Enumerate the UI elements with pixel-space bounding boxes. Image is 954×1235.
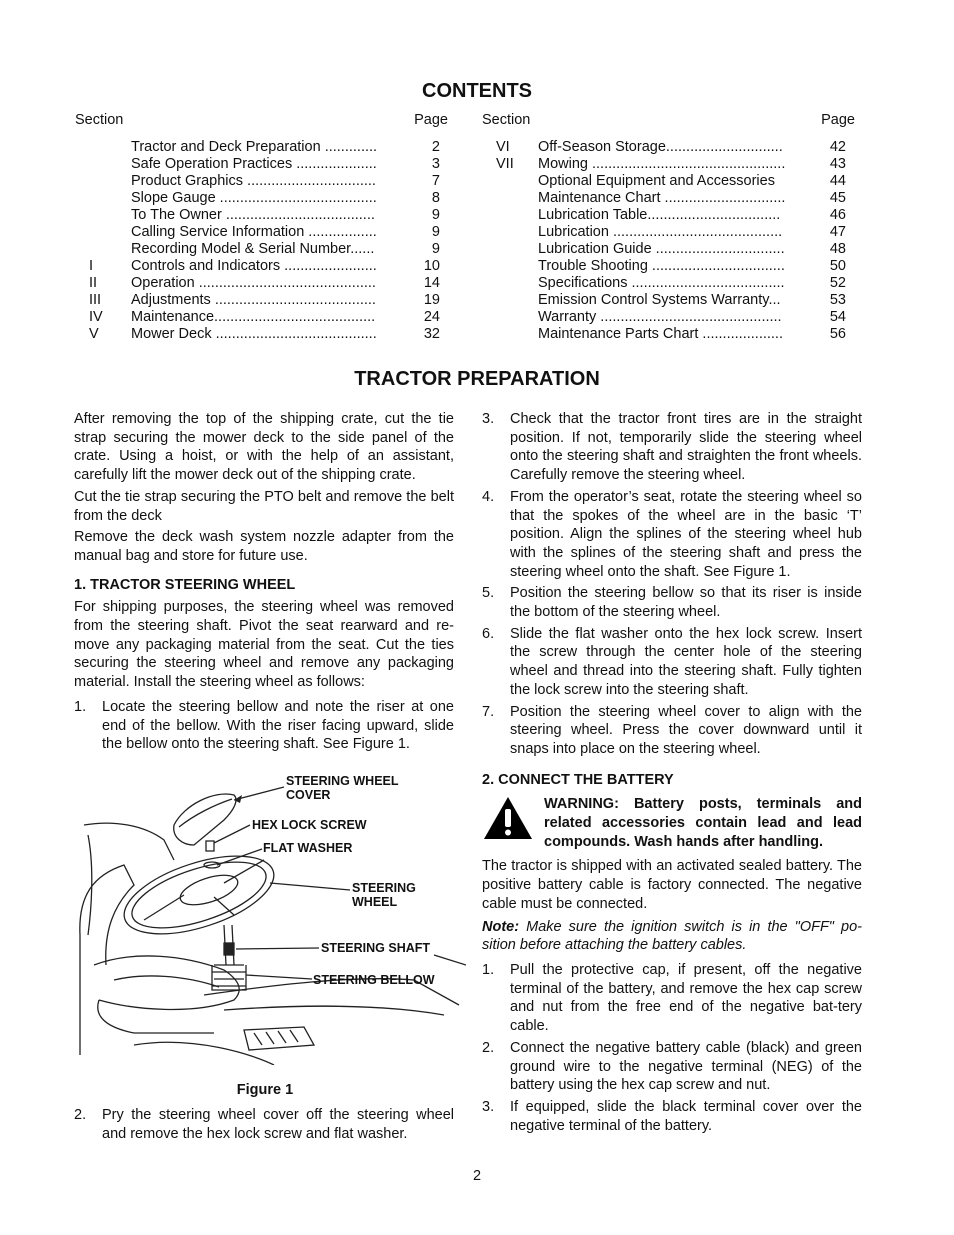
figure-caption: Figure 1 — [236, 1082, 294, 1098]
step-text: Slide the flat washer onto the hex lock screw. Insert the screw through the center hole of the steering wheel and thread into the steering shaft. Fully tighten the lock screw into the steering shaft. — [510, 625, 862, 698]
toc-entry — [75, 224, 440, 241]
toc-entry-title: Calling Service Information ................. — [131, 224, 377, 240]
toc-page-number: 54 — [829, 309, 846, 325]
toc-section-number — [75, 173, 131, 190]
toc-entry — [75, 275, 440, 292]
toc-entry — [482, 173, 846, 190]
toc-entry — [75, 309, 440, 326]
contents-title: CONTENTS — [422, 80, 532, 102]
note — [482, 918, 862, 955]
toc-page-number: 19 — [423, 292, 440, 308]
toc-page-number: 46 — [829, 207, 846, 223]
toc-entry — [482, 156, 846, 173]
toc-entry-title: Slope Gauge ....................................... — [131, 190, 377, 206]
toc-page-number: 14 — [423, 275, 440, 291]
label-steering-bellow: STEERING BELLOW — [313, 973, 435, 987]
toc-page-number: 24 — [423, 309, 440, 325]
right-column — [482, 410, 862, 1138]
toc-page-number: 44 — [829, 173, 846, 189]
toc-section-number: III — [89, 292, 102, 308]
toc-page-number: 32 — [423, 326, 440, 342]
toc-page-number: 56 — [829, 326, 846, 342]
warning-block — [482, 795, 862, 851]
toc-entry — [482, 258, 846, 275]
toc-page-number: 10 — [423, 258, 440, 274]
toc-entry — [482, 275, 846, 292]
section-title: TRACTOR PREPARATION — [354, 368, 600, 390]
toc-entry-title: Recording Model & Serial Number...... — [131, 241, 375, 257]
step-text: Connect the negative battery cable (black) and green ground wire to the negative terminal (NEG) of the battery using the hex cap screw and nut. — [510, 1039, 862, 1094]
step-number: 3. — [482, 411, 495, 427]
toc-section-number: VII — [496, 156, 514, 172]
step-text: Position the steering bellow so that its riser is inside the bottom of the steering wheel. — [510, 585, 862, 621]
list-item — [482, 1039, 862, 1095]
toc-section-number: V — [89, 326, 99, 342]
toc-entry-title: Mowing ................................................ — [538, 156, 786, 172]
label-flat-washer: FLAT WASHER — [263, 841, 353, 855]
toc-entry-title: Emission Control Systems Warranty... — [538, 292, 781, 308]
paragraph: Remove the deck wash system nozzle adapter from the manual bag and store for future use. — [74, 529, 454, 564]
page-number: 2 — [472, 1168, 482, 1184]
label-steering-wheel-cover: STEERING WHEEL COVER — [286, 774, 399, 802]
toc-entry-title: Maintenance........................................ — [131, 309, 376, 325]
paragraph: For shipping purposes, the steering wheel was removed from the steering shaft. Pivot the seat rearward and re-move any packaging material from the seat. Cut the ties securing the steering wheel and remove any packaging material. Install the steering wheel as follows: — [74, 599, 454, 691]
step-number: 1. — [482, 961, 495, 978]
toc-section-number — [75, 156, 131, 173]
toc-entry — [75, 207, 440, 224]
step-text: Position the steering wheel cover to align with the steering wheel. Press the cover downward until it snaps into place on the steering wheel. — [510, 703, 862, 757]
step-text: From the operator’s seat, rotate the steering wheel so that the spokes of the wheel are in the basic ‘T’ position. Align the splines of the steering wheel hub with the splines of the steering shaft and press the steering wheel onto the shaft. See Figure 1. — [510, 488, 862, 580]
step-number: 2. — [482, 1039, 495, 1056]
toc-page-number: 48 — [829, 241, 846, 257]
list-item — [74, 1106, 454, 1143]
toc-entry-title: Specifications ...................................... — [538, 275, 785, 291]
step-number: 6. — [482, 625, 495, 642]
toc-section-number: II — [89, 275, 98, 291]
list-item — [482, 703, 862, 759]
toc-entry-title: Trouble Shooting ................................. — [538, 258, 785, 274]
toc-entry — [75, 173, 440, 190]
section-label: Section — [75, 112, 124, 128]
toc-entry — [482, 207, 846, 224]
subsection-heading: 1. TRACTOR STEERING WHEEL — [74, 576, 296, 593]
label-steering-shaft: STEERING SHAFT — [321, 941, 431, 955]
step-text: Pull the protective cap, if present, off the negative terminal of the battery, and remove the hex cap screw and nut from the free end of the negative bat-tery cable. — [510, 961, 862, 1035]
warning-text: WARNING: Battery posts, terminals and related accessories contain lead and lead compounds. Wash hands after handling. — [544, 796, 862, 850]
toc-entry — [75, 258, 440, 275]
toc-section-number — [482, 173, 538, 190]
toc-page-number: 43 — [829, 156, 846, 172]
toc-section-number: VI — [496, 139, 510, 155]
step-number: 2. — [74, 1107, 87, 1123]
toc-entry — [482, 190, 846, 207]
step-number: 4. — [482, 488, 495, 505]
toc-page-number: 47 — [829, 224, 846, 240]
toc-entry-title: Operation ............................................ — [131, 275, 376, 291]
toc-section-number — [482, 224, 538, 241]
toc-left — [75, 112, 448, 343]
toc-page-number: 2 — [431, 139, 440, 155]
step-number: 5. — [482, 585, 495, 602]
toc-page-number: 8 — [431, 190, 440, 206]
toc-entry-title: Maintenance Chart .............................. — [538, 190, 786, 206]
step-text: If equipped, slide the black terminal cover over the negative terminal of the battery. — [510, 1098, 862, 1134]
toc-page-number: 9 — [431, 224, 440, 240]
list-item — [482, 1098, 862, 1135]
toc-section-number — [482, 309, 538, 326]
toc-section-number — [482, 241, 538, 258]
toc-entry-title: Tractor and Deck Preparation ............. — [131, 139, 378, 155]
toc-section-number — [75, 190, 131, 207]
toc-entry — [482, 326, 846, 343]
note-text: Make sure the ignition switch is in the "OFF" po-sition before attaching the battery cables. — [482, 918, 862, 954]
list-item — [482, 488, 862, 582]
toc-entry-title: Lubrication Guide ................................ — [538, 241, 785, 257]
toc-page-number: 53 — [829, 292, 846, 308]
note-label: Note: — [482, 918, 520, 935]
step-text: Locate the steering bellow and note the riser at one end of the bellow. With the riser facing upward, slide the bellow onto the steering shaft. See Figure 1. — [102, 698, 454, 753]
list-item — [482, 625, 862, 700]
label-steering-wheel: STEERING WHEEL — [352, 881, 416, 909]
subsection-heading: 2. CONNECT THE BATTERY — [482, 771, 674, 788]
toc-entry-title: Adjustments ........................................ — [131, 292, 376, 308]
toc-page-number: 7 — [431, 173, 440, 189]
toc-section-number — [482, 275, 538, 292]
toc-section-number — [75, 241, 131, 258]
toc-section-number: I — [89, 258, 94, 274]
step-text: Pry the steering wheel cover off the steering wheel and remove the hex lock screw and flat washer. — [102, 1107, 454, 1142]
step-text: Check that the tractor front tires are in the straight position. If not, temporarily slide the steering wheel onto the steering shaft and straighten the front wheels. Carefully remove the steering wheel. — [510, 411, 862, 484]
toc-section-number — [482, 190, 538, 207]
toc-entry-title: Lubrication .......................................... — [538, 224, 783, 240]
list-item — [482, 584, 862, 621]
toc-entry — [75, 190, 440, 207]
section-label: Section — [482, 112, 531, 128]
page-label: Page — [821, 112, 855, 128]
list-item — [482, 410, 862, 485]
toc-entry — [75, 156, 440, 173]
toc-entry-title: Mower Deck ........................................ — [131, 326, 377, 342]
list-item — [74, 698, 454, 754]
toc-entry-title: Maintenance Parts Chart .................... — [538, 326, 783, 342]
left-column-bottom — [74, 1106, 454, 1146]
paragraph: After removing the top of the shipping crate, cut the tie strap securing the mower deck to the side panel of the crate. Using a hoist, or with the help of an assistant, carefully lift the mower deck out of the shipping crate. — [74, 411, 454, 484]
paragraph: The tractor is shipped with an activated sealed battery. The positive battery cable is factory connected. The negative cable must be connected. — [482, 858, 862, 912]
toc-page-number: 42 — [829, 139, 846, 155]
toc-entry — [482, 224, 846, 241]
figure-steering-assembly — [74, 765, 466, 1065]
toc-section-number — [482, 292, 538, 309]
toc-entry — [482, 292, 846, 309]
toc-section-number — [482, 258, 538, 275]
toc-page-number: 3 — [431, 156, 440, 172]
toc-right — [482, 112, 855, 343]
toc-entry-title: Off-Season Storage............................. — [538, 139, 783, 155]
toc-section-number — [482, 207, 538, 224]
list-item — [482, 961, 862, 1036]
toc-entry — [482, 241, 846, 258]
label-hex-lock-screw: HEX LOCK SCREW — [252, 818, 367, 832]
toc-entry — [75, 292, 440, 309]
toc-entry-title: Warranty ............................................. — [538, 309, 782, 325]
toc-entry — [75, 241, 440, 258]
step-number: 1. — [74, 698, 87, 715]
left-column — [74, 410, 454, 757]
toc-section-number: IV — [89, 309, 103, 325]
toc-section-number — [482, 326, 538, 343]
toc-entry — [75, 139, 440, 156]
toc-entry — [482, 139, 846, 156]
page-label: Page — [414, 112, 448, 128]
toc-entry — [482, 309, 846, 326]
toc-entry — [75, 326, 440, 343]
toc-page-number: 9 — [431, 207, 440, 223]
step-number: 3. — [482, 1098, 495, 1115]
toc-entry-title: To The Owner ..................................... — [131, 207, 375, 223]
toc-section-number — [75, 207, 131, 224]
step-number: 7. — [482, 703, 495, 720]
toc-section-number — [75, 139, 131, 156]
toc-entry-title: Optional Equipment and Accessories — [538, 173, 775, 189]
toc-section-number — [75, 224, 131, 241]
toc-entry-title: Controls and Indicators ....................... — [131, 258, 377, 274]
toc-page-number: 50 — [829, 258, 846, 274]
toc-entry-title: Safe Operation Practices .................... — [131, 156, 377, 172]
toc-page-number: 52 — [829, 275, 846, 291]
paragraph: Cut the tie strap securing the PTO belt and remove the belt from the deck — [74, 488, 454, 524]
toc-entry-title: Lubrication Table................................. — [538, 207, 781, 223]
toc-page-number: 9 — [431, 241, 440, 257]
warning-icon — [482, 795, 534, 841]
toc-entry-title: Product Graphics ................................ — [131, 173, 376, 189]
toc-page-number: 45 — [829, 190, 846, 206]
steering-assembly-illustration — [74, 765, 466, 1065]
